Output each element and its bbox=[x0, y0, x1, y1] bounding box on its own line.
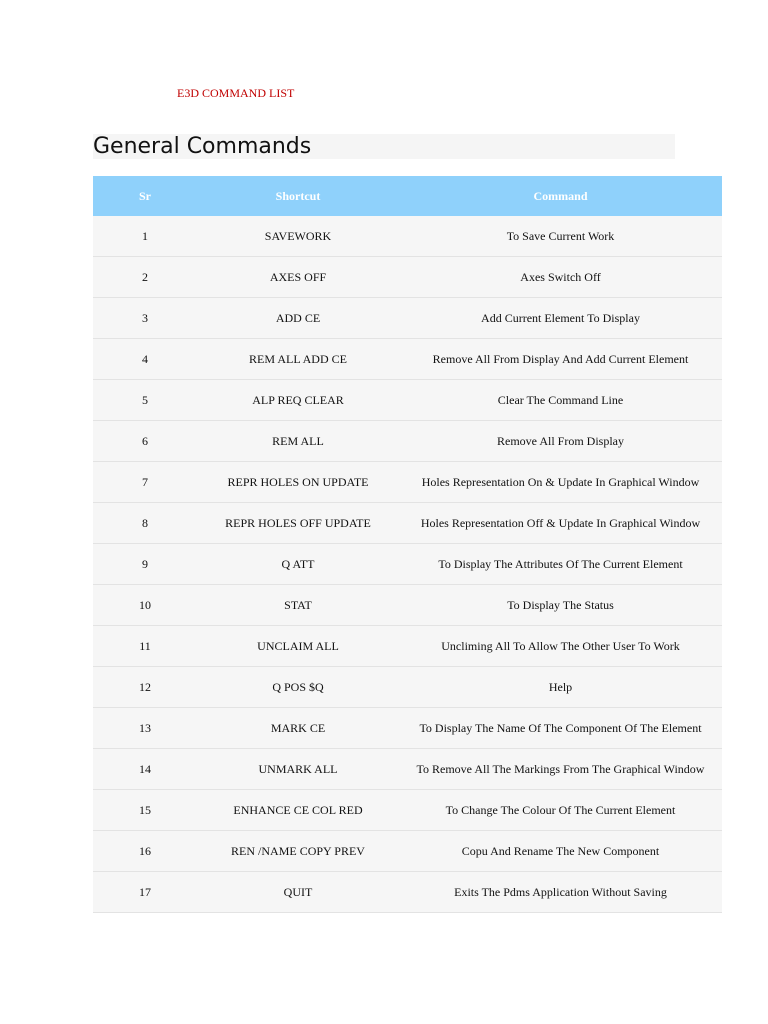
cell-shortcut: REPR HOLES OFF UPDATE bbox=[197, 503, 399, 544]
cell-command: Holes Representation Off & Update In Graphical Window bbox=[399, 503, 722, 544]
table-row bbox=[93, 749, 722, 790]
table-body bbox=[93, 216, 722, 913]
cell-shortcut: ADD CE bbox=[197, 298, 399, 339]
cell-command: To Display The Status bbox=[399, 585, 722, 626]
cell-sr: 13 bbox=[93, 708, 197, 749]
cell-sr: 4 bbox=[93, 339, 197, 380]
table-row bbox=[93, 790, 722, 831]
column-header-command: Command bbox=[399, 176, 722, 216]
cell-sr: 3 bbox=[93, 298, 197, 339]
cell-shortcut: Q ATT bbox=[197, 544, 399, 585]
cell-shortcut: ALP REQ CLEAR bbox=[197, 380, 399, 421]
cell-command: Remove All From Display And Add Current Element bbox=[399, 339, 722, 380]
cell-shortcut: QUIT bbox=[197, 872, 399, 913]
cell-command: To Display The Attributes Of The Current Element bbox=[399, 544, 722, 585]
table-row bbox=[93, 339, 722, 380]
cell-sr: 12 bbox=[93, 667, 197, 708]
cell-shortcut: Q POS $Q bbox=[197, 667, 399, 708]
cell-command: To Remove All The Markings From The Graphical Window bbox=[399, 749, 722, 790]
cell-shortcut: REPR HOLES ON UPDATE bbox=[197, 462, 399, 503]
column-header-sr: Sr bbox=[93, 176, 197, 216]
cell-command: Exits The Pdms Application Without Saving bbox=[399, 872, 722, 913]
table-row bbox=[93, 298, 722, 339]
cell-shortcut: REM ALL bbox=[197, 421, 399, 462]
cell-sr: 17 bbox=[93, 872, 197, 913]
table-row bbox=[93, 831, 722, 872]
cell-shortcut: REM ALL ADD CE bbox=[197, 339, 399, 380]
table-row bbox=[93, 667, 722, 708]
commands-table bbox=[93, 176, 722, 913]
cell-shortcut: REN /NAME COPY PREV bbox=[197, 831, 399, 872]
cell-shortcut: UNMARK ALL bbox=[197, 749, 399, 790]
table-header-row bbox=[93, 176, 722, 216]
table-row bbox=[93, 626, 722, 667]
table-row bbox=[93, 380, 722, 421]
column-header-shortcut: Shortcut bbox=[197, 176, 399, 216]
cell-sr: 16 bbox=[93, 831, 197, 872]
cell-command: Help bbox=[399, 667, 722, 708]
cell-command: Copu And Rename The New Component bbox=[399, 831, 722, 872]
cell-sr: 10 bbox=[93, 585, 197, 626]
table-row bbox=[93, 872, 722, 913]
cell-sr: 8 bbox=[93, 503, 197, 544]
section-heading: General Commands bbox=[93, 134, 675, 159]
cell-shortcut: ENHANCE CE COL RED bbox=[197, 790, 399, 831]
cell-shortcut: STAT bbox=[197, 585, 399, 626]
cell-command: To Display The Name Of The Component Of The Element bbox=[399, 708, 722, 749]
table-row bbox=[93, 585, 722, 626]
cell-command: Uncliming All To Allow The Other User To Work bbox=[399, 626, 722, 667]
table-row bbox=[93, 421, 722, 462]
cell-sr: 11 bbox=[93, 626, 197, 667]
cell-command: Add Current Element To Display bbox=[399, 298, 722, 339]
table-row bbox=[93, 503, 722, 544]
cell-shortcut: AXES OFF bbox=[197, 257, 399, 298]
cell-command: To Change The Colour Of The Current Element bbox=[399, 790, 722, 831]
table-row bbox=[93, 462, 722, 503]
cell-sr: 9 bbox=[93, 544, 197, 585]
cell-command: Clear The Command Line bbox=[399, 380, 722, 421]
cell-sr: 14 bbox=[93, 749, 197, 790]
cell-sr: 6 bbox=[93, 421, 197, 462]
cell-command: To Save Current Work bbox=[399, 216, 722, 257]
table-row bbox=[93, 708, 722, 749]
cell-sr: 7 bbox=[93, 462, 197, 503]
cell-shortcut: SAVEWORK bbox=[197, 216, 399, 257]
cell-shortcut: UNCLAIM ALL bbox=[197, 626, 399, 667]
cell-shortcut: MARK CE bbox=[197, 708, 399, 749]
cell-command: Axes Switch Off bbox=[399, 257, 722, 298]
cell-sr: 2 bbox=[93, 257, 197, 298]
table-row bbox=[93, 257, 722, 298]
cell-command: Holes Representation On & Update In Graphical Window bbox=[399, 462, 722, 503]
document-title: E3D COMMAND LIST bbox=[177, 86, 295, 100]
table-row bbox=[93, 544, 722, 585]
table-row bbox=[93, 216, 722, 257]
cell-sr: 5 bbox=[93, 380, 197, 421]
cell-sr: 1 bbox=[93, 216, 197, 257]
cell-sr: 15 bbox=[93, 790, 197, 831]
cell-command: Remove All From Display bbox=[399, 421, 722, 462]
